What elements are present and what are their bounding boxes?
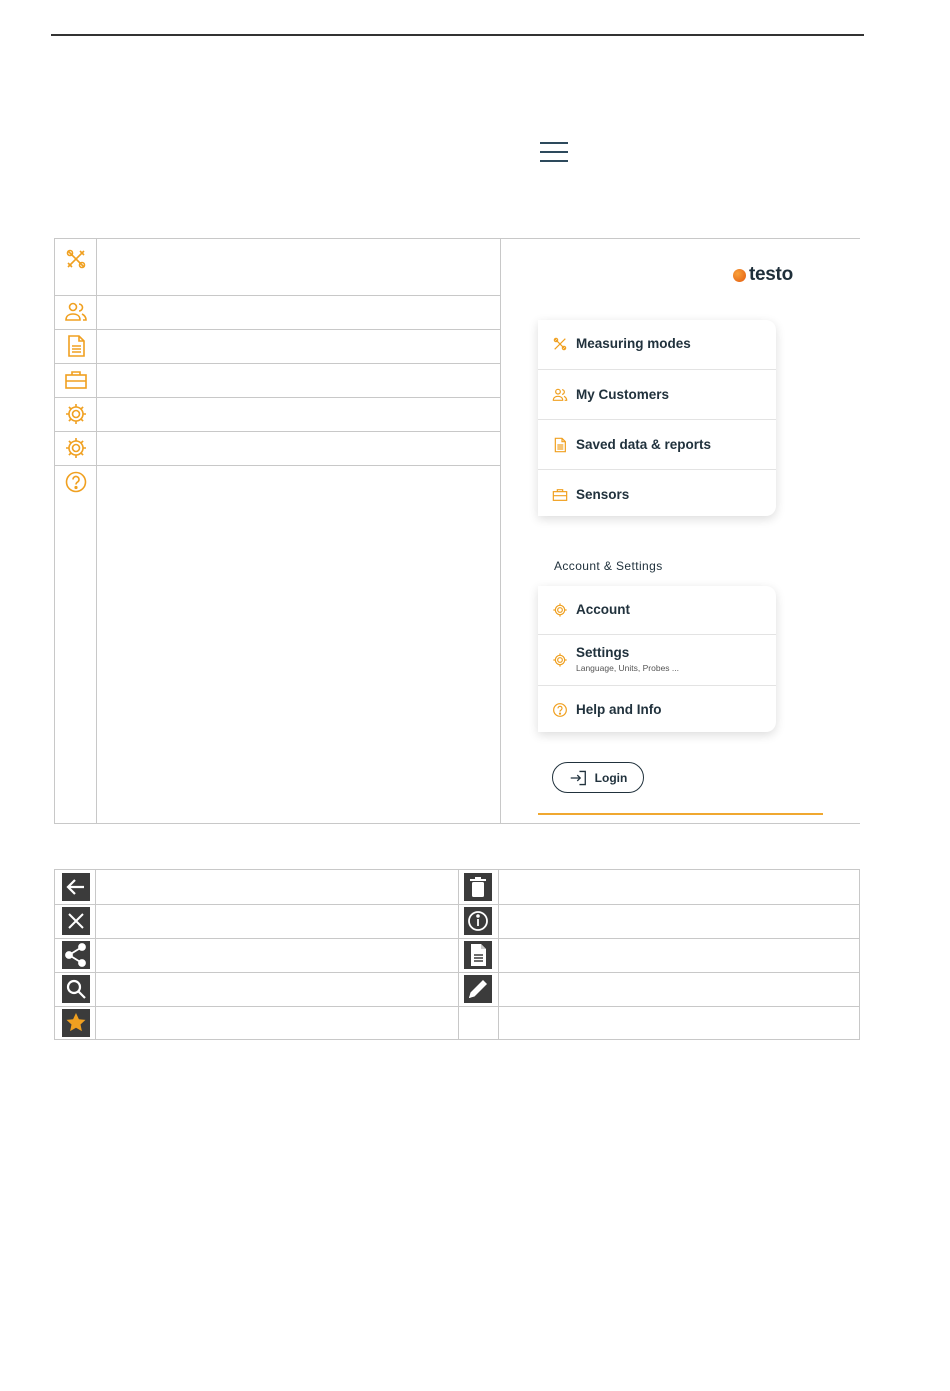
table-row bbox=[55, 972, 859, 1007]
help-icon bbox=[64, 470, 88, 494]
menu-item-label: Measuring modes bbox=[576, 336, 691, 351]
table-row bbox=[55, 329, 500, 364]
table-row bbox=[55, 870, 859, 905]
toolbox-icon bbox=[64, 368, 88, 392]
table-row bbox=[55, 295, 500, 330]
menu-item-label: Help and Info bbox=[576, 702, 662, 717]
close-icon bbox=[62, 907, 90, 935]
app-menu-screenshot bbox=[501, 239, 860, 823]
menu-item-account[interactable] bbox=[538, 586, 776, 635]
menu-item-my-customers[interactable] bbox=[538, 370, 776, 420]
testo-logo-icon bbox=[733, 269, 746, 282]
info-icon bbox=[464, 907, 492, 935]
menu-item-sensors[interactable] bbox=[538, 470, 776, 519]
gear-icon bbox=[64, 436, 88, 460]
file-icon bbox=[464, 941, 492, 969]
header-rule bbox=[51, 34, 864, 36]
menu-item-measuring-modes[interactable] bbox=[538, 320, 776, 370]
menu-item-label: Account bbox=[576, 602, 630, 617]
login-button[interactable] bbox=[552, 762, 644, 793]
icon-legend-table bbox=[54, 869, 860, 1040]
pencil-icon bbox=[464, 975, 492, 1003]
back-arrow-icon bbox=[62, 873, 90, 901]
share-icon bbox=[62, 941, 90, 969]
login-icon bbox=[569, 770, 587, 786]
menu-item-label: Sensors bbox=[576, 487, 630, 502]
table-row bbox=[55, 938, 859, 973]
menu-item-label: Settings bbox=[576, 645, 630, 660]
menu-item-label: Saved data & reports bbox=[576, 437, 712, 452]
table-row bbox=[55, 1006, 859, 1040]
star-icon bbox=[62, 1009, 90, 1037]
measuring-modes-icon bbox=[64, 247, 88, 271]
gear-icon bbox=[552, 602, 568, 618]
trash-icon bbox=[464, 873, 492, 901]
customers-icon bbox=[552, 387, 568, 403]
hamburger-menu-icon[interactable] bbox=[540, 142, 568, 164]
document-icon bbox=[64, 334, 88, 358]
table-row bbox=[55, 465, 500, 823]
section-title-account-settings: Account & Settings bbox=[554, 559, 663, 573]
account-menu-card bbox=[538, 586, 776, 732]
help-icon bbox=[552, 702, 568, 718]
menu-item-help-info[interactable] bbox=[538, 686, 776, 734]
table-row bbox=[55, 431, 500, 466]
table-row bbox=[55, 239, 500, 296]
gear-icon bbox=[552, 652, 568, 668]
menu-item-sublabel: Language, Units, Probes ... bbox=[576, 663, 680, 673]
table-row bbox=[55, 904, 859, 939]
search-icon bbox=[62, 975, 90, 1003]
gear-icon bbox=[64, 402, 88, 426]
login-label: Login bbox=[594, 770, 628, 785]
testo-logo bbox=[733, 264, 793, 286]
menu-description-table bbox=[54, 238, 860, 824]
table-row bbox=[55, 397, 500, 432]
accent-divider bbox=[538, 813, 823, 815]
customers-icon bbox=[64, 300, 88, 324]
measuring-modes-icon bbox=[552, 336, 568, 352]
main-menu-card bbox=[538, 320, 776, 516]
document-icon bbox=[552, 437, 568, 453]
menu-item-saved-data[interactable] bbox=[538, 420, 776, 470]
menu-item-label: My Customers bbox=[576, 387, 670, 402]
toolbox-icon bbox=[552, 487, 568, 503]
menu-item-settings[interactable] bbox=[538, 635, 776, 686]
table-row bbox=[55, 363, 500, 398]
logo-text: testo bbox=[749, 264, 793, 285]
